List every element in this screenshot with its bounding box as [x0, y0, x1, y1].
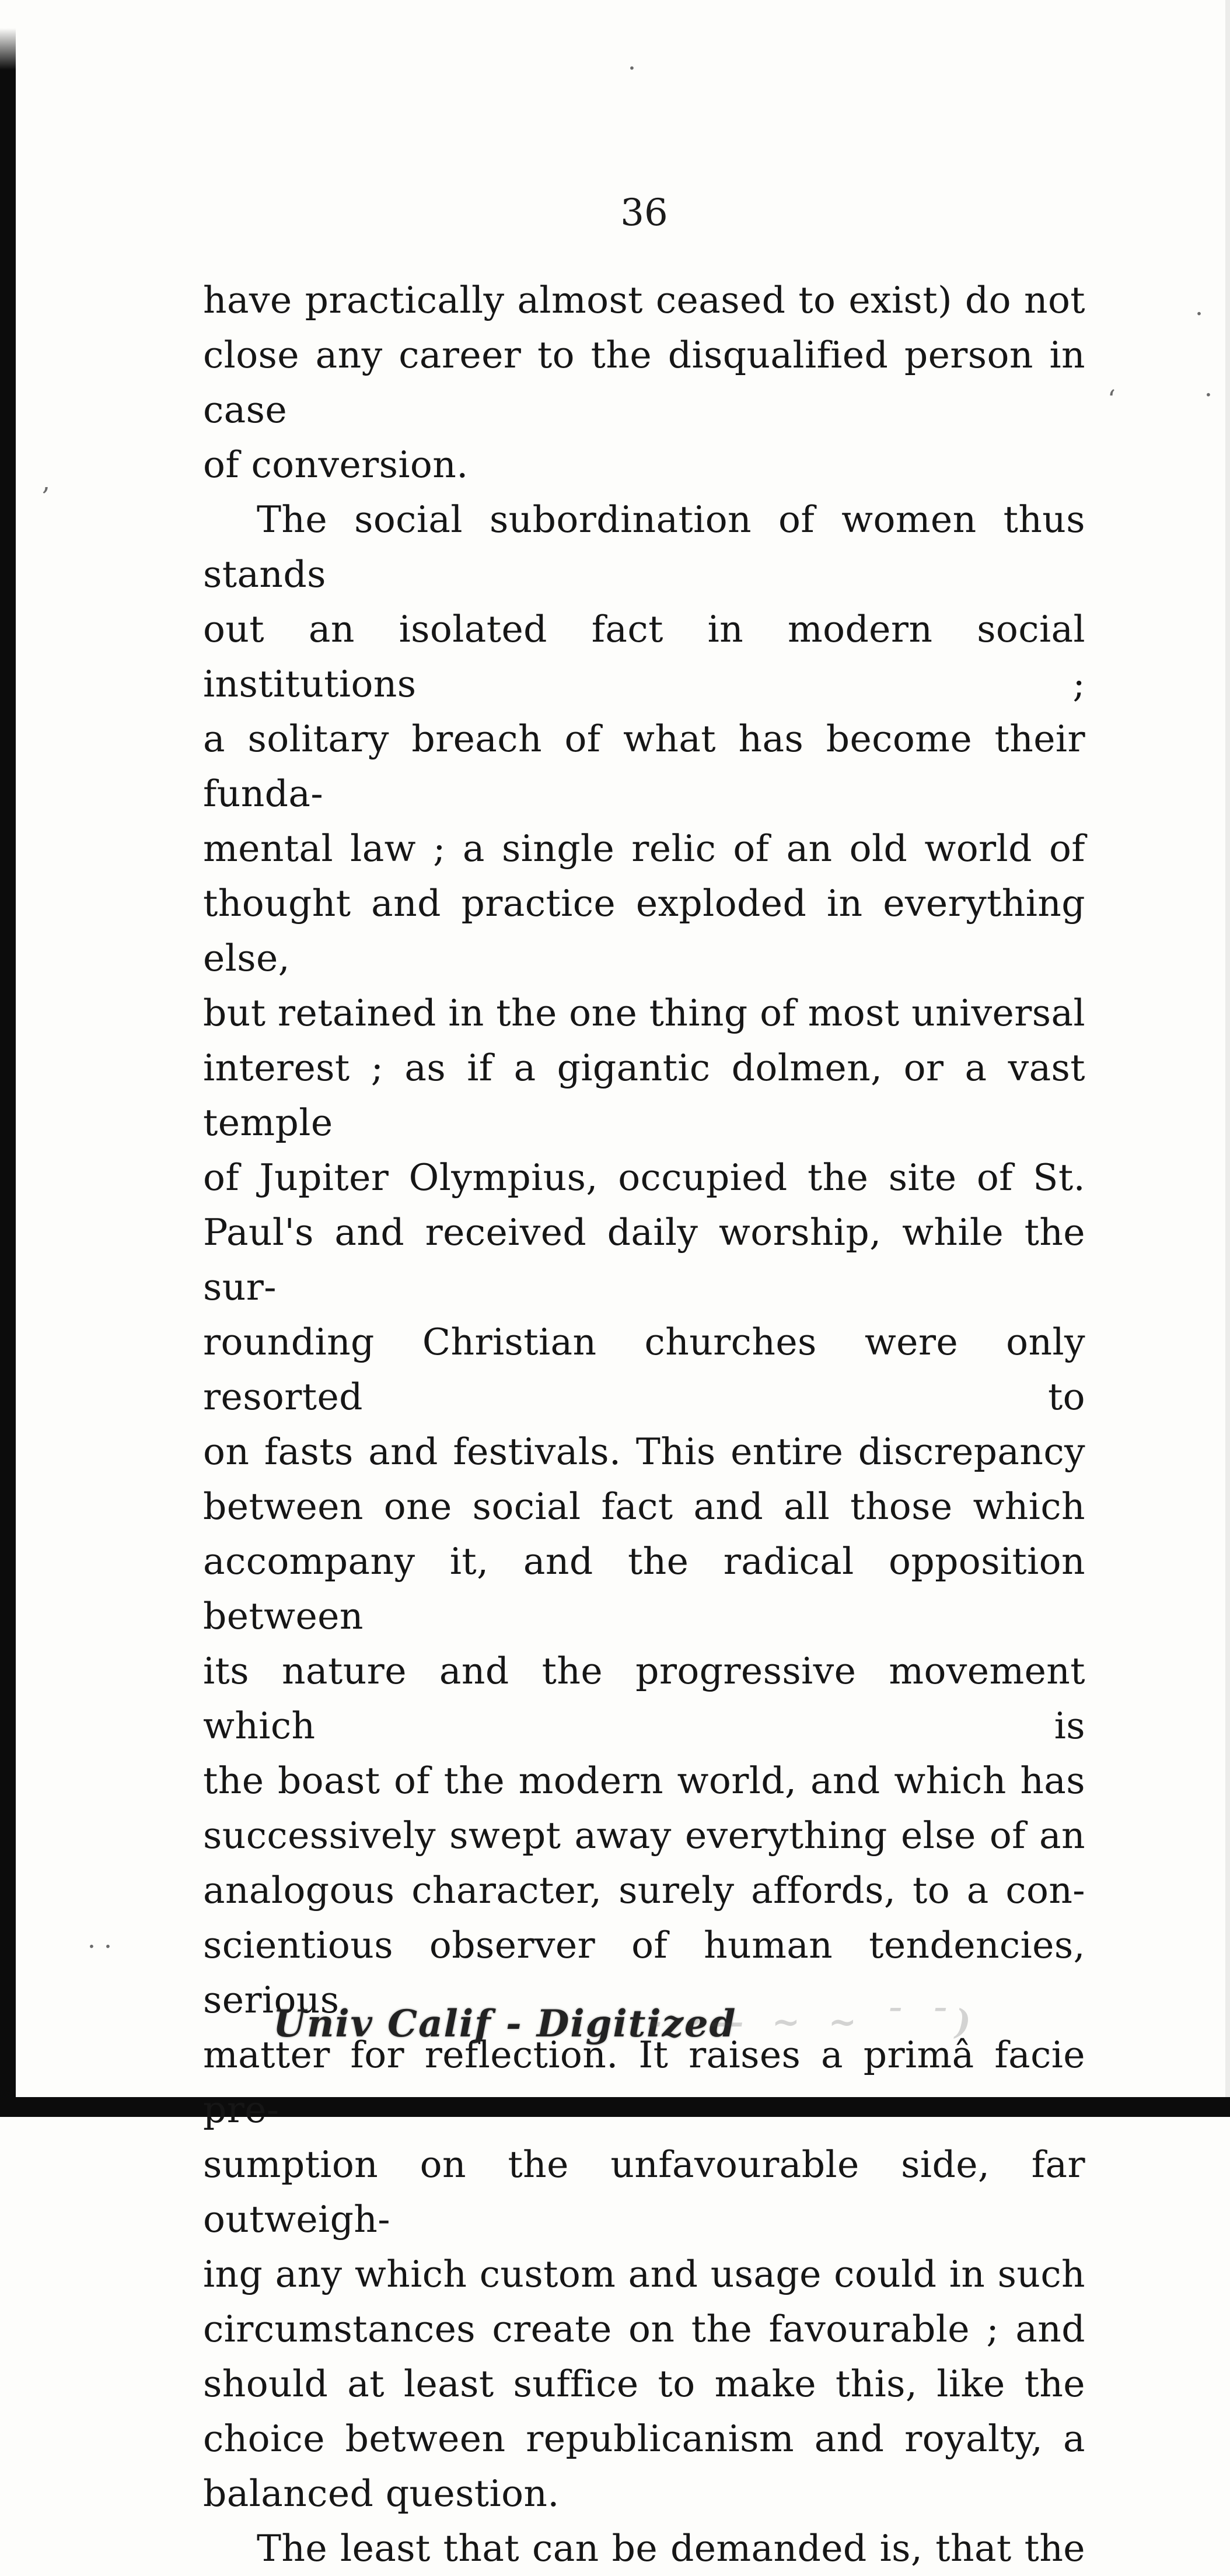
scan-right-shade: [1225, 0, 1230, 2117]
text-line: accompany it, and the radical opposition between: [203, 1540, 1085, 1637]
scan-speck: ‘: [1107, 385, 1116, 415]
text-line: thought and practice exploded in everything else,: [203, 882, 1085, 979]
text-line: circumstances create on the favourable ; and: [203, 2308, 1085, 2350]
scan-left-border: [0, 28, 16, 2117]
scan-speck: ·: [628, 54, 636, 83]
scan-speck: ·: [1204, 380, 1212, 410]
text-line: close any career to the disqualified person in case: [203, 334, 1085, 431]
text-line: scientious observer of human tendencies, serious: [203, 1924, 1085, 2021]
text-line: on fasts and festivals. This entire discrepancy: [203, 1430, 1085, 1473]
text-line: choice between republicanism and royalty, a: [203, 2417, 1085, 2460]
text-line: but retained in the one thing of most universal: [203, 992, 1085, 1034]
text-line: ing any which custom and usage could in such: [203, 2253, 1085, 2295]
digitization-stamp: Univ Calif - Digitized: [273, 2002, 737, 2046]
text-line: matter for reflection. It raises a primâ facie pre-: [203, 2034, 1085, 2131]
text-line: should at least suffice to make this, like the: [203, 2362, 1085, 2405]
digitization-stamp-faded: - ·— ~ ~ ˉ ˉ): [648, 2002, 979, 2042]
scan-speck: .: [1195, 292, 1203, 321]
text-line: a solitary breach of what has become their funda-: [203, 718, 1085, 815]
text-line: of conversion.: [203, 443, 469, 486]
scan-speck: ,: [42, 467, 50, 496]
text-line: balanced question.: [203, 2472, 560, 2515]
page-text: [203, 273, 1085, 2576]
text-line: between one social fact and all those which: [203, 1485, 1085, 1528]
text-line: the boast of the modern world, and which has: [203, 1759, 1085, 1802]
page-number: 36: [620, 191, 668, 235]
text-line: out an isolated fact in modern social institutions ;: [203, 608, 1085, 705]
text-line: The social subordination of women thus stands: [203, 498, 1085, 596]
text-line: Paul's and received daily worship, while the sur-: [203, 1211, 1085, 1308]
text-line: analogous character, surely affords, to a con-: [203, 1869, 1085, 1912]
text-line: have practically almost ceased to exist) do not: [203, 279, 1085, 321]
scan-speck: · ·: [88, 1932, 112, 1962]
text-line: The least that can be demanded is, that the: [257, 2527, 1085, 2570]
text-line: interest ; as if a gigantic dolmen, or a vast temple: [203, 1046, 1085, 1144]
text-line: successively swept away everything else of an: [203, 1814, 1085, 1857]
text-line: of Jupiter Olympius, occupied the site of St.: [203, 1156, 1085, 1199]
text-line: mental law ; a single relic of an old world of: [203, 827, 1085, 870]
text-line: its nature and the progressive movement which is: [203, 1650, 1085, 1747]
text-line: rounding Christian churches were only resorted to: [203, 1321, 1085, 1418]
text-line: sumption on the unfavourable side, far outweigh-: [203, 2143, 1085, 2241]
